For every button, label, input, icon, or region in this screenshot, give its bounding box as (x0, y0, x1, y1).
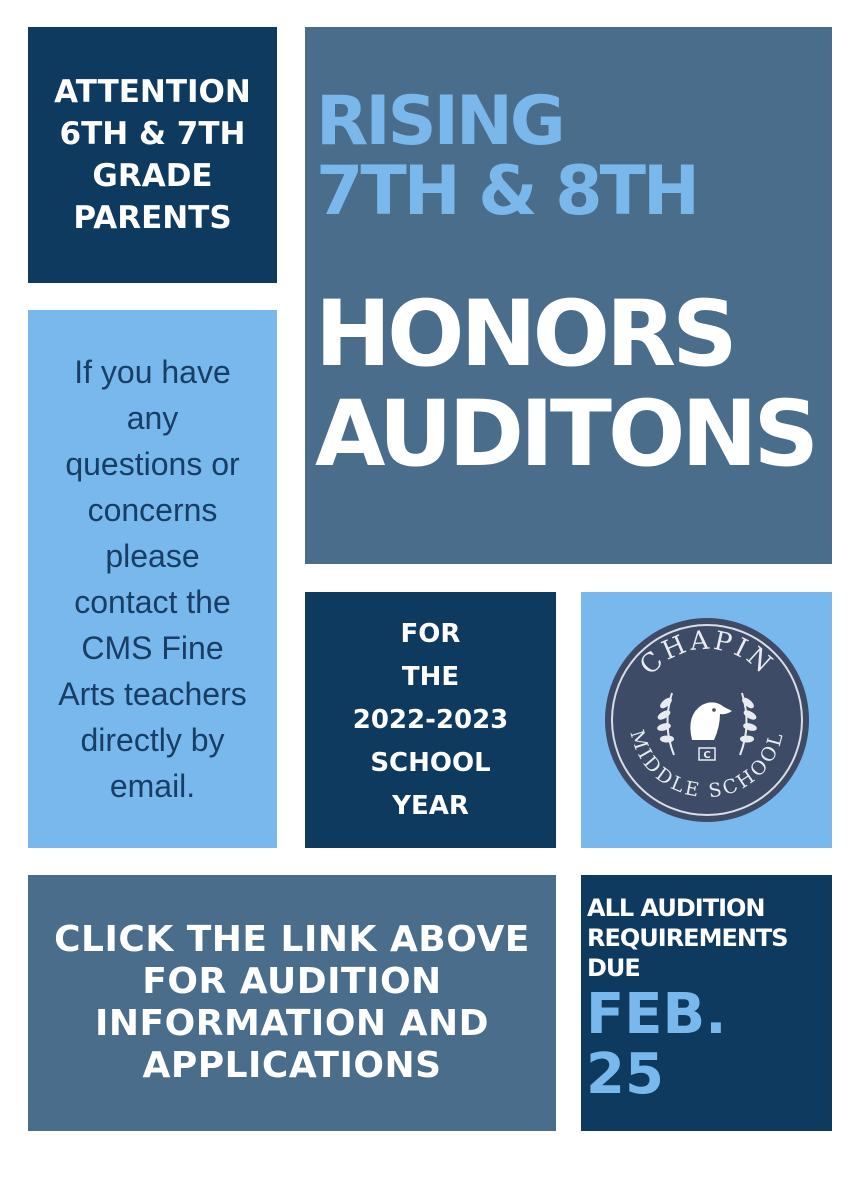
contact-text: If you have any questions or concerns please contact the CMS Fine Arts teachers directly by email. (58, 354, 247, 804)
chapin-school-seal-logo (602, 615, 812, 825)
logo-bottom-text: MIDDLE SCHOOL (624, 727, 788, 803)
contact-box (28, 310, 277, 848)
logo-center-letter: C (702, 750, 711, 761)
school-year-box (305, 592, 556, 848)
logo-box (581, 592, 832, 848)
cta-box (28, 875, 556, 1131)
headline-box (305, 27, 832, 564)
school-year-text: FOR THE 2022-2023 SCHOOL YEAR (352, 618, 509, 821)
deadline-label: ALL AUDITION REQUIREMENTS DUE (587, 894, 788, 982)
cta-text: CLICK THE LINK ABOVE FOR AUDITION INFORMATION AND APPLICATIONS (54, 919, 530, 1086)
deadline-date: FEB. 25 (586, 982, 727, 1107)
attention-box (28, 27, 277, 283)
deadline-box (581, 875, 832, 1131)
logo-top-text: CHAPIN (633, 625, 780, 682)
attention-text: ATTENTION 6TH & 7TH GRADE PARENTS (54, 74, 251, 236)
rising-grades-heading: RISING 7TH & 8TH (316, 82, 697, 231)
honors-auditions-heading: HONORS AUDITONS (315, 282, 816, 487)
